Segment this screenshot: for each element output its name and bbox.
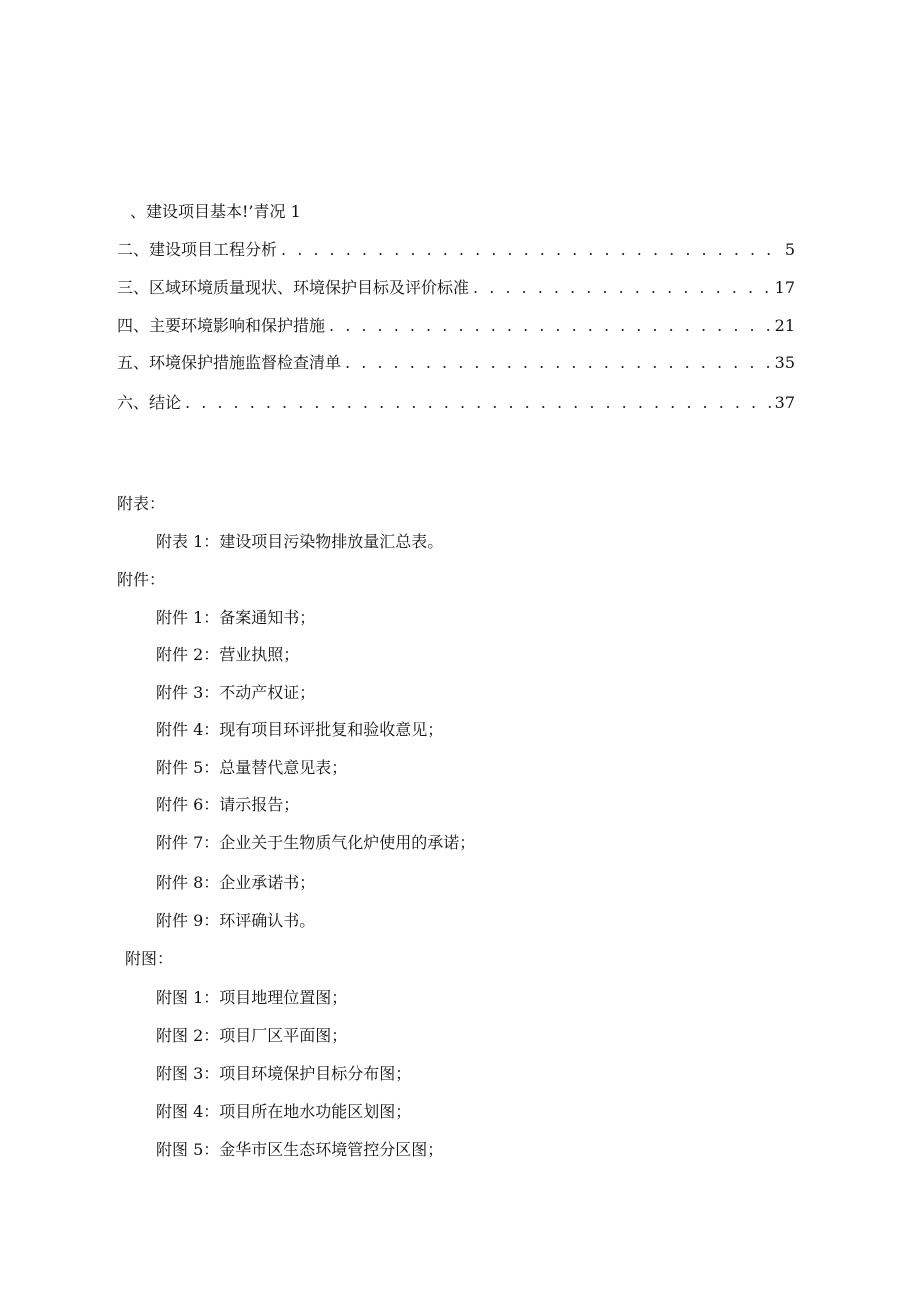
attachment-item: 附件 8：企业承诺书； — [156, 873, 316, 892]
attachment-item: 附件 7：企业关于生物质气化炉使用的承诺； — [156, 833, 476, 852]
schedule-item: 附表 1：建设项目污染物排放量汇总表。 — [156, 532, 444, 551]
toc-entry-title: 四、主要环境影响和保护措施 — [117, 316, 326, 335]
toc-leader-dots — [185, 393, 771, 412]
toc-entry-3 — [117, 275, 795, 298]
toc-leader-dots — [345, 353, 771, 372]
figure-item: 附图 5：金华市区生态环境管控分区图； — [156, 1140, 444, 1159]
toc-entry-title: 五、环境保护措施监督检查清单 — [117, 353, 342, 372]
figure-item: 附图 2：项目厂区平面图； — [156, 1026, 348, 1045]
attachment-item: 附件 9：环评确认书。 — [156, 911, 316, 930]
attachment-item: 附件 5：总量替代意见表； — [156, 758, 348, 777]
attachment-item: 附件 1：备案通知书； — [156, 608, 316, 627]
attachment-item: 附件 6：请示报告； — [156, 795, 300, 814]
toc-leader-dots — [281, 240, 781, 259]
toc-entry-page: 21 — [774, 316, 795, 335]
toc-entry-page: 17 — [774, 278, 795, 297]
toc-entry-page: 35 — [774, 353, 795, 372]
toc-entry-title: 六、结论 — [117, 393, 182, 412]
figure-item: 附图 4：项目所在地水功能区划图； — [156, 1102, 412, 1121]
toc-entry-4 — [117, 313, 795, 336]
toc-entry-page: 37 — [774, 393, 795, 412]
toc-entry-page: 5 — [784, 240, 795, 259]
figure-item: 附图 3：项目环境保护目标分布图； — [156, 1064, 412, 1083]
attachment-item: 附件 2：营业执照； — [156, 645, 300, 664]
schedules-heading: 附表： — [117, 494, 166, 513]
figure-item: 附图 1：项目地理位置图； — [156, 988, 348, 1007]
attachments-heading: 附件： — [117, 570, 166, 589]
toc-entry-5 — [117, 350, 795, 373]
toc-leader-dots — [329, 316, 771, 335]
toc-entry-2 — [117, 237, 795, 260]
toc-entry-6 — [117, 390, 795, 413]
toc-entry-title: 二、建设项目工程分析 — [117, 240, 278, 259]
toc-entry-title: 三、区域环境质量现状、环境保护目标及评价标准 — [117, 278, 470, 297]
figures-heading: 附图： — [125, 949, 174, 968]
toc-leader-dots — [473, 278, 771, 297]
attachment-item: 附件 3：不动产权证； — [156, 683, 316, 702]
toc-entry-1: 、建设项目基本!’青况 1 — [130, 202, 301, 221]
attachment-item: 附件 4：现有项目环评批复和验收意见； — [156, 720, 444, 739]
